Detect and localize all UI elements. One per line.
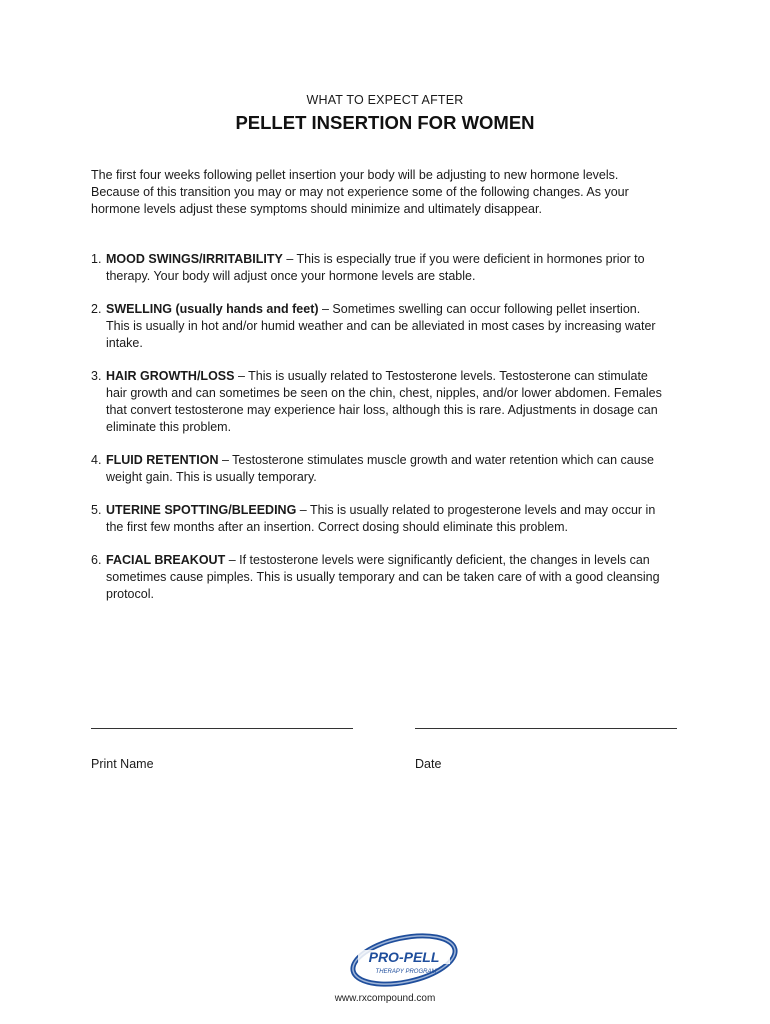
item-number: 2. bbox=[91, 302, 102, 316]
date-label: Date bbox=[415, 757, 442, 771]
item-number: 5. bbox=[91, 503, 102, 517]
item-number: 4. bbox=[91, 453, 102, 467]
logo-svg bbox=[348, 930, 460, 992]
item-term: HAIR GROWTH/LOSS bbox=[106, 369, 235, 383]
item-number: 1. bbox=[91, 252, 102, 266]
item-text: – This is especially true if you were deficient in hormones prior to therapy. Your body will adjust once your hormone levels are stable. bbox=[106, 252, 645, 283]
item-term: FACIAL BREAKOUT bbox=[106, 553, 226, 567]
list-item bbox=[91, 368, 666, 436]
item-term: UTERINE SPOTTING/BLEEDING bbox=[106, 503, 297, 517]
item-term: FLUID RETENTION bbox=[106, 453, 219, 467]
item-number: 6. bbox=[91, 553, 102, 567]
document-title: PELLET INSERTION FOR WOMEN bbox=[235, 112, 535, 133]
item-text: – This is usually related to Testosterone levels. Testosterone can stimulate hair growth and can sometimes be seen on the chin, chest, nipples, and/or lower abdomen. Females that convert testosterone may experience hair loss, although this is rare. Adjustments in dosage can eliminate this problem. bbox=[106, 369, 662, 434]
pro-pell-logo-icon bbox=[348, 930, 460, 992]
item-text: – If testosterone levels were significantly deficient, the changes in levels can sometimes cause pimples. This is usually temporary and can be taken care of with a good cleansing protocol. bbox=[106, 553, 660, 601]
intro-paragraph: The first four weeks following pellet insertion your body will be adjusting to new hormone levels. Because of this transition you may or may not experience some of the following changes. As your hormone levels adjust these symptoms should minimize and ultimately disappear. bbox=[91, 168, 629, 216]
item-term: MOOD SWINGS/IRRITABILITY bbox=[106, 252, 283, 266]
symptom-list bbox=[91, 251, 666, 619]
document-subheading: WHAT TO EXPECT AFTER bbox=[306, 93, 464, 107]
list-item bbox=[91, 452, 666, 486]
list-item bbox=[91, 502, 666, 536]
list-item bbox=[91, 251, 666, 285]
item-term: SWELLING (usually hands and feet) bbox=[106, 302, 319, 316]
logo-subtext: THERAPY PROGRAM bbox=[375, 969, 437, 975]
print-name-label: Print Name bbox=[91, 757, 154, 771]
date-signature-line[interactable] bbox=[415, 728, 677, 729]
item-text: – Sometimes swelling can occur following pellet insertion. This is usually in hot and/or humid weather and can be alleviated in most cases by increasing water intake. bbox=[106, 302, 656, 350]
item-text: – Testosterone stimulates muscle growth and water retention which can cause weight gain. This is usually temporary. bbox=[106, 453, 654, 484]
footer-url[interactable]: www.rxcompound.com bbox=[334, 993, 436, 1004]
print-name-signature-line[interactable] bbox=[91, 728, 353, 729]
list-item bbox=[91, 301, 666, 352]
item-number: 3. bbox=[91, 369, 102, 383]
list-item bbox=[91, 552, 666, 603]
item-text: – This is usually related to progesterone levels and may occur in the first few months after an insertion. Correct dosing should eliminate this problem. bbox=[106, 503, 656, 534]
logo-text: PRO-PELL bbox=[368, 949, 440, 965]
